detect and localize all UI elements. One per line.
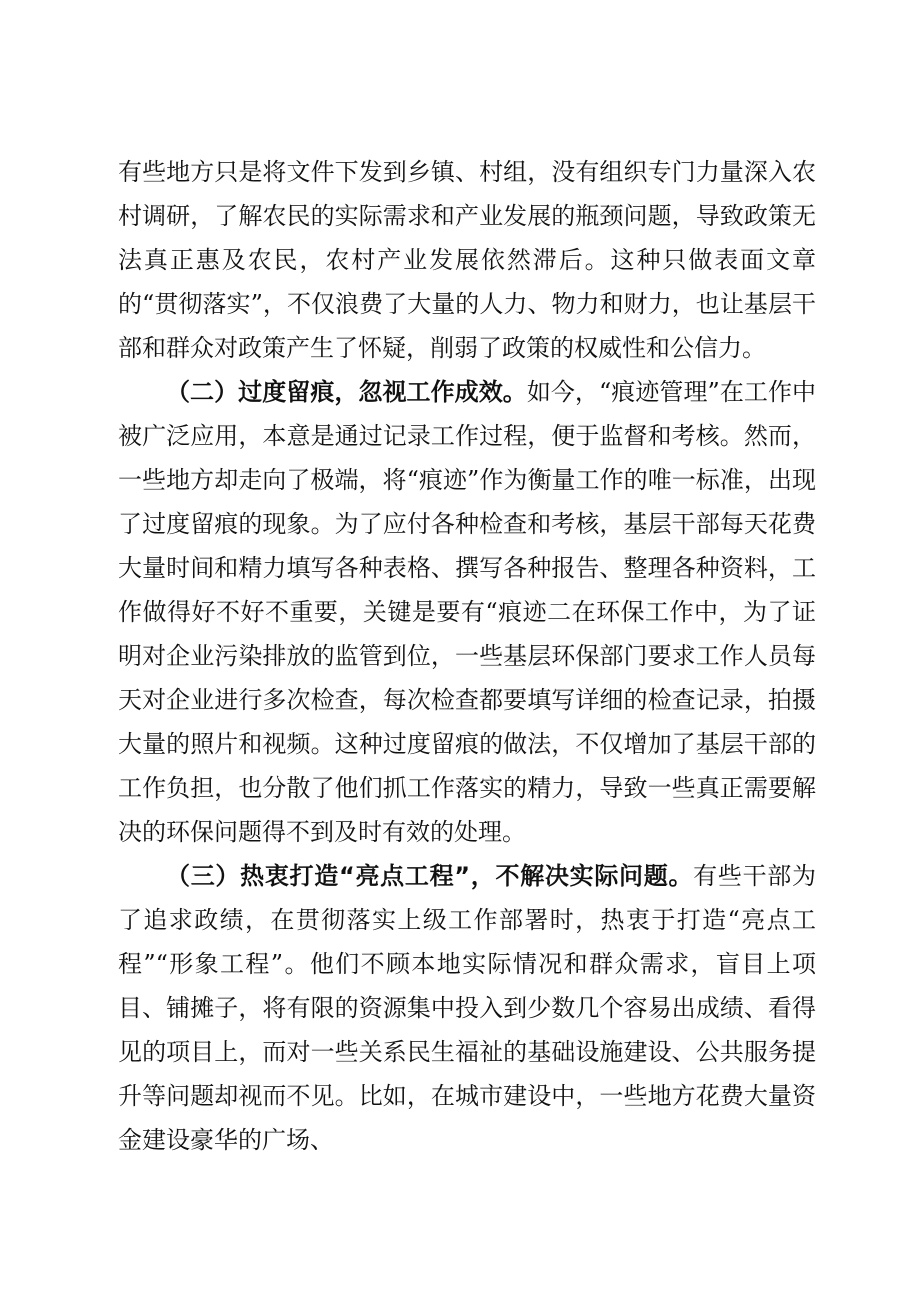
paragraph-text: 有些地方只是将文件下发到乡镇、村组，没有组织专门力量深入农村调研，了解农民的实际需求和产业发展的瓶颈问题，导致政策无法真正惠及农民，农村产业发展依然滞后。这种只做表面文章的“贯彻落实”，不仅浪费了大量的人力、物力和财力，也让基层干部和群众对政策产生了怀疑，削弱了政策的权威性和公信力。 bbox=[118, 158, 816, 362]
document-body bbox=[118, 150, 816, 1162]
section-heading: （三）热衷打造“亮点工程”，不解决实际问题。 bbox=[166, 862, 694, 890]
paragraph-text: 如今，“痕迹管理”在工作中被广泛应用，本意是通过记录工作过程，便于监督和考核。然而，一些地方却走向了极端，将“痕迹”作为衡量工作的唯一标准，出现了过度留痕的现象。为了应付各种检查和考核，基层干部每天花费大量时间和精力填写各种表格、撰写各种报告、整理各种资料，工作做得好不好不重要，关键是要有“痕迹二在环保工作中，为了证明对企业污染排放的监管到位，一些基层环保部门要求工作人员每天对企业进行多次检查，每次检查都要填写详细的检查记录，拍摄大量的照片和视频。这种过度留痕的做法，不仅增加了基层干部的工作负担，也分散了他们抓工作落实的精力，导致一些真正需要解决的环保问题得不到及时有效的处理。 bbox=[118, 378, 816, 846]
paragraph-continuation bbox=[118, 150, 816, 370]
section-excessive-traces bbox=[118, 370, 816, 854]
paragraph-text: 有些干部为了追求政绩，在贯彻落实上级工作部署时，热衷于打造“亮点工程”“形象工程”。他们不顾本地实际情况和群众需求，盲目上项目、铺摊子，将有限的资源集中投入到少数几个容易出成绩、看得见的项目上，而对一些关系民生福祉的基础设施建设、公共服务提升等问题却视而不见。比如，在城市建设中，一些地方花费大量资金建设豪华的广场、 bbox=[118, 862, 817, 1154]
section-highlight-projects bbox=[118, 854, 816, 1162]
section-heading: （二）过度留痕，忽视工作成效。 bbox=[166, 378, 527, 406]
